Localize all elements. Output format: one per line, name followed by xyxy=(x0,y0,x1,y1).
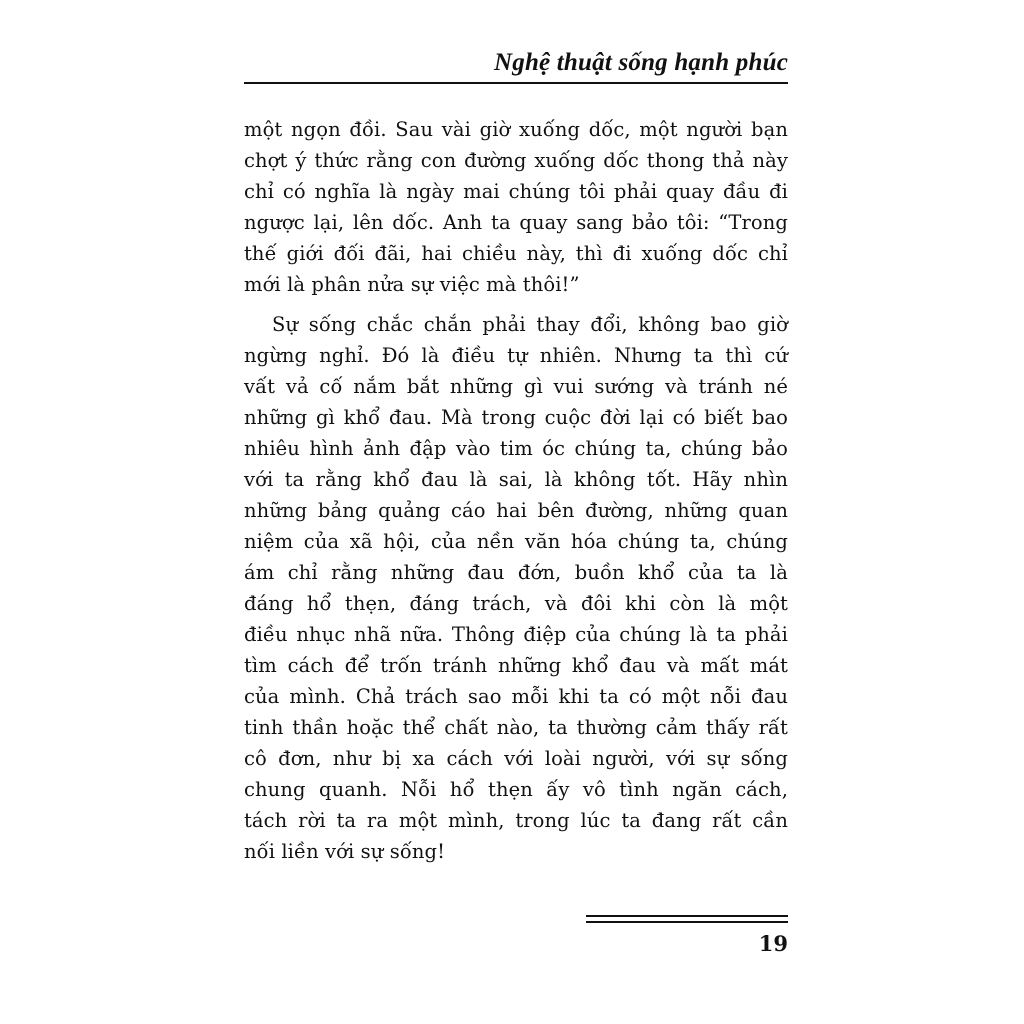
paragraph-spacer xyxy=(244,300,788,309)
text-line: tìm cách để trốn tránh những khổ đau và mất mát xyxy=(244,654,788,677)
text-line: cô đơn, như bị xa cách với loài người, với sự sống xyxy=(244,747,788,770)
text-line: ngược lại, lên dốc. Anh ta quay sang bảo tôi: “Trong xyxy=(244,211,788,234)
text-line: điều nhục nhã nữa. Thông điệp của chúng là ta phải xyxy=(244,623,788,646)
text-line: chợt ý thức rằng con đường xuống dốc thong thả này xyxy=(244,149,788,172)
text-line: tách rời ta ra một mình, trong lúc ta đang rất cần xyxy=(244,809,788,832)
text-line: một ngọn đồi. Sau vài giờ xuống dốc, một người bạn xyxy=(244,118,788,141)
text-line: ám chỉ rằng những đau đớn, buồn khổ của ta là xyxy=(244,561,788,584)
page-number: 19 xyxy=(758,931,788,956)
text-line: nối liền với sự sống! xyxy=(244,840,446,863)
footer-rule-top xyxy=(586,915,788,917)
text-line: niệm của xã hội, của nền văn hóa chúng ta, chúng xyxy=(244,530,788,553)
text-line: nhiêu hình ảnh đập vào tim óc chúng ta, chúng bảo xyxy=(244,437,788,460)
body-text xyxy=(244,114,788,867)
paragraph-1 xyxy=(244,114,788,300)
text-line: chung quanh. Nỗi hổ thẹn ấy vô tình ngăn cách, xyxy=(244,778,788,801)
text-line: thế giới đối đãi, hai chiều này, thì đi xuống dốc chỉ xyxy=(244,242,788,265)
running-header-title: Nghệ thuật sống hạnh phúc xyxy=(493,49,788,76)
header-rule xyxy=(244,82,788,84)
text-line: vất vả cố nắm bắt những gì vui sướng và tránh né xyxy=(244,375,788,398)
text-line: những gì khổ đau. Mà trong cuộc đời lại có biết bao xyxy=(244,406,788,429)
paragraph-2 xyxy=(244,309,788,867)
text-line: Sự sống chắc chắn phải thay đổi, không bao giờ xyxy=(272,313,788,336)
text-line: với ta rằng khổ đau là sai, là không tốt. Hãy nhìn xyxy=(244,468,788,491)
text-line: chỉ có nghĩa là ngày mai chúng tôi phải quay đầu đi xyxy=(244,180,788,203)
text-line: của mình. Chả trách sao mỗi khi ta có một nỗi đau xyxy=(244,685,788,708)
text-line: tinh thần hoặc thể chất nào, ta thường cảm thấy rất xyxy=(244,716,788,739)
text-line: ngừng nghỉ. Đó là điều tự nhiên. Nhưng ta thì cứ xyxy=(244,344,788,367)
text-line: đáng hổ thẹn, đáng trách, và đôi khi còn là một xyxy=(244,592,788,615)
text-line: mới là phân nửa sự việc mà thôi!” xyxy=(244,273,580,296)
footer-rule-bottom xyxy=(586,921,788,923)
text-line: những bảng quảng cáo hai bên đường, những quan xyxy=(244,499,788,522)
